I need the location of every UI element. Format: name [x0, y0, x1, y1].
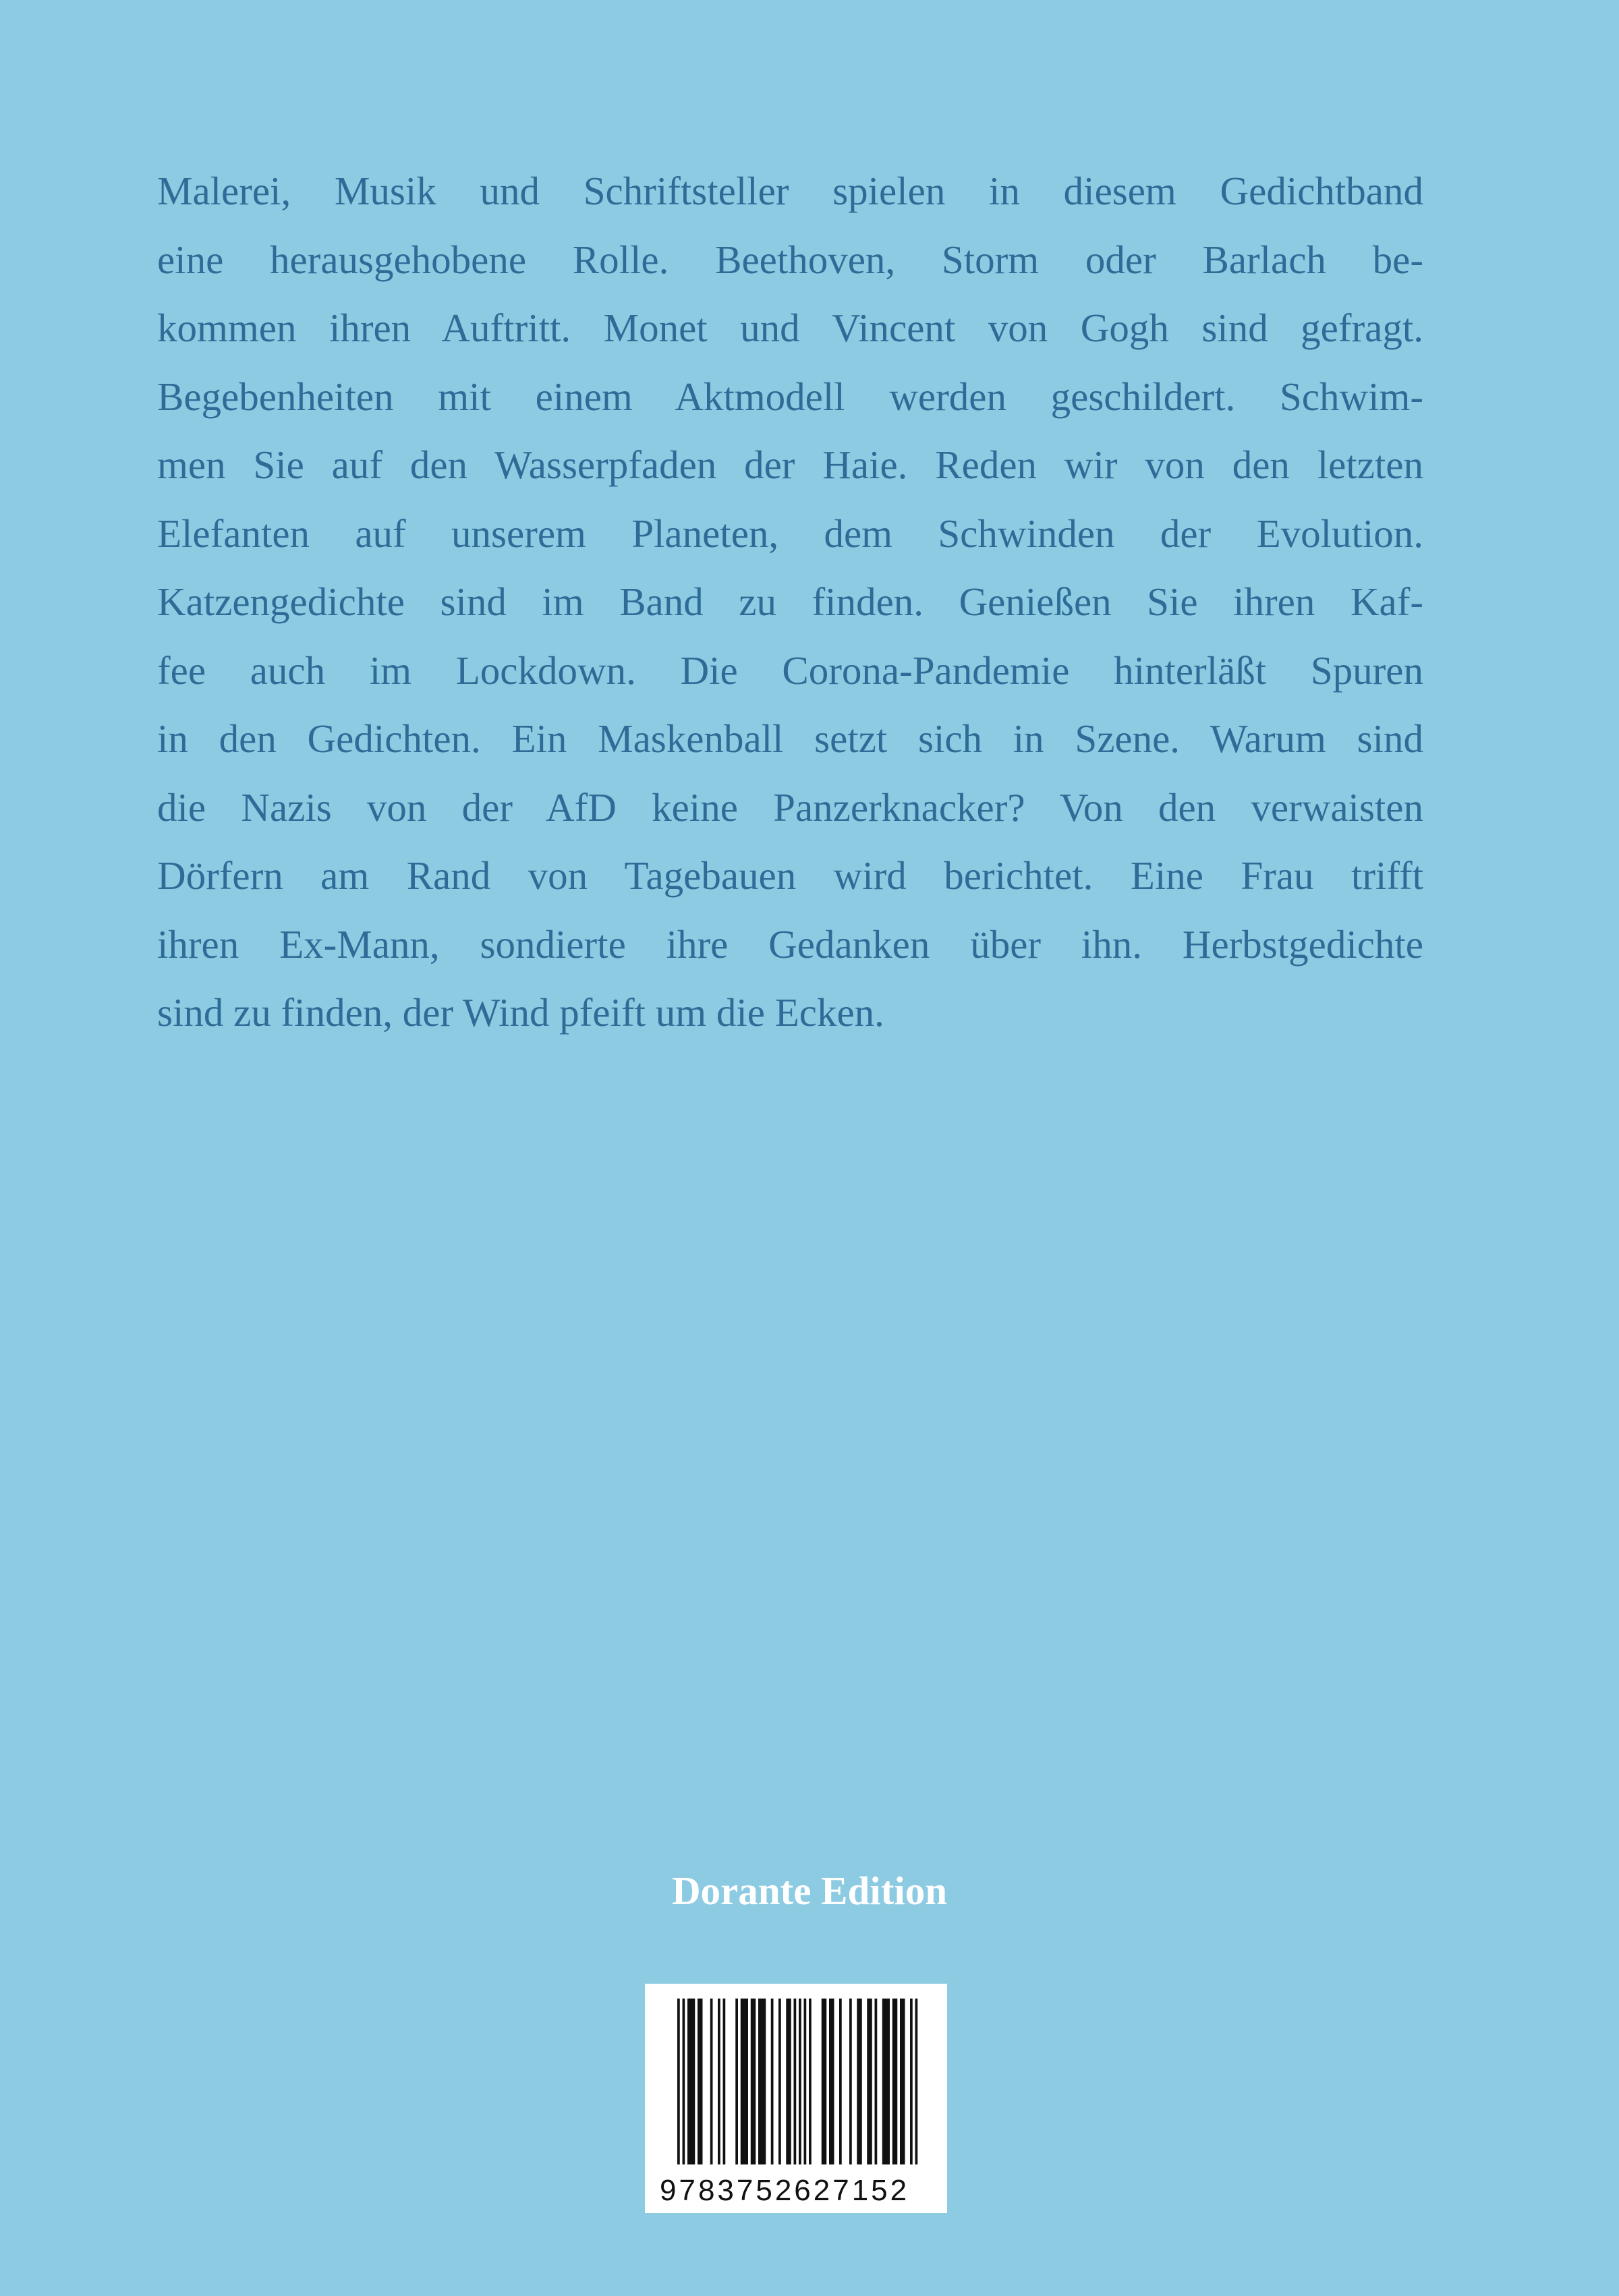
barcode-bar: [875, 1999, 878, 2164]
barcode-bar: [857, 1999, 862, 2164]
blurb-line: Malerei, Musik und Schriftsteller spielen in diesem Gedichtband: [157, 169, 1423, 213]
barcode-bar: [735, 1999, 738, 2164]
blurb-line: Dörfern am Rand von Tagebauen wird berichtet. Eine Frau trifft: [157, 853, 1423, 898]
barcode-bar: [771, 1999, 774, 2164]
barcode-bar: [710, 1999, 713, 2164]
barcode-bar: [915, 1999, 918, 2164]
blurb-line: men Sie auf den Wasserpfaden der Haie. Reden wir von den letzten: [157, 442, 1423, 487]
blurb-line: die Nazis von der AfD keine Panzerknacker? Von den verwaisten: [157, 784, 1423, 830]
barcode-bar: [751, 1999, 756, 2164]
barcode-bar: [794, 1999, 797, 2164]
barcode-bar: [687, 1999, 695, 2164]
blurb-line: sind zu finden, der Wind pfeift um die Ecken.: [157, 990, 884, 1035]
blurb-line: Begebenheiten mit einem Aktmodell werden geschildert. Schwim-: [157, 374, 1423, 419]
barcode-bar: [758, 1999, 766, 2164]
back-cover-blurb: [157, 157, 1423, 1047]
barcode-bar: [892, 1999, 898, 2164]
barcode-bar: [804, 1999, 807, 2164]
barcode-bar: [799, 1999, 801, 2164]
blurb-line: eine herausgehobene Rolle. Beethoven, Storm oder Barlach be-: [157, 237, 1423, 282]
barcode-bar: [849, 1999, 852, 2164]
blurb-line: Elefanten auf unserem Planeten, dem Schwinden der Evolution.: [157, 511, 1423, 556]
barcode-bar: [698, 1999, 703, 2164]
barcode-bar: [829, 1999, 834, 2164]
blurb-line: kommen ihren Auftritt. Monet und Vincent von Gogh sind gefragt.: [157, 306, 1423, 350]
barcode-bar: [778, 1999, 781, 2164]
blurb-line: in den Gedichten. Ein Maskenball setzt sich in Szene. Warum sind: [157, 716, 1423, 761]
barcode-bar: [741, 1999, 748, 2164]
isbn-barcode: [645, 1984, 947, 2213]
blurb-line: ihren Ex-Mann, sondierte ihre Gedanken über ihn. Herbstgedichte: [157, 921, 1423, 967]
barcode-bar: [683, 1999, 685, 2164]
barcode-bar: [900, 1999, 905, 2164]
blurb-line: fee auch im Lockdown. Die Corona-Pandemie hinterläßt Spuren: [157, 648, 1423, 693]
barcode-bar: [809, 1999, 812, 2164]
barcode-bar: [910, 1999, 913, 2164]
barcode-bar: [822, 1999, 827, 2164]
barcode-bar: [867, 1999, 872, 2164]
barcode-bar: [882, 1999, 890, 2164]
barcode-bar: [786, 1999, 791, 2164]
isbn-number: 9783752627152: [660, 2174, 910, 2207]
blurb-line: Katzengedichte sind im Band zu finden. Genießen Sie ihren Kaf-: [157, 579, 1423, 624]
barcode-bar: [677, 1999, 680, 2164]
barcode-bar: [839, 1999, 842, 2164]
publisher-name: Dorante Edition: [671, 1868, 948, 1913]
barcode-bar: [718, 1999, 720, 2164]
barcode-bar: [723, 1999, 726, 2164]
